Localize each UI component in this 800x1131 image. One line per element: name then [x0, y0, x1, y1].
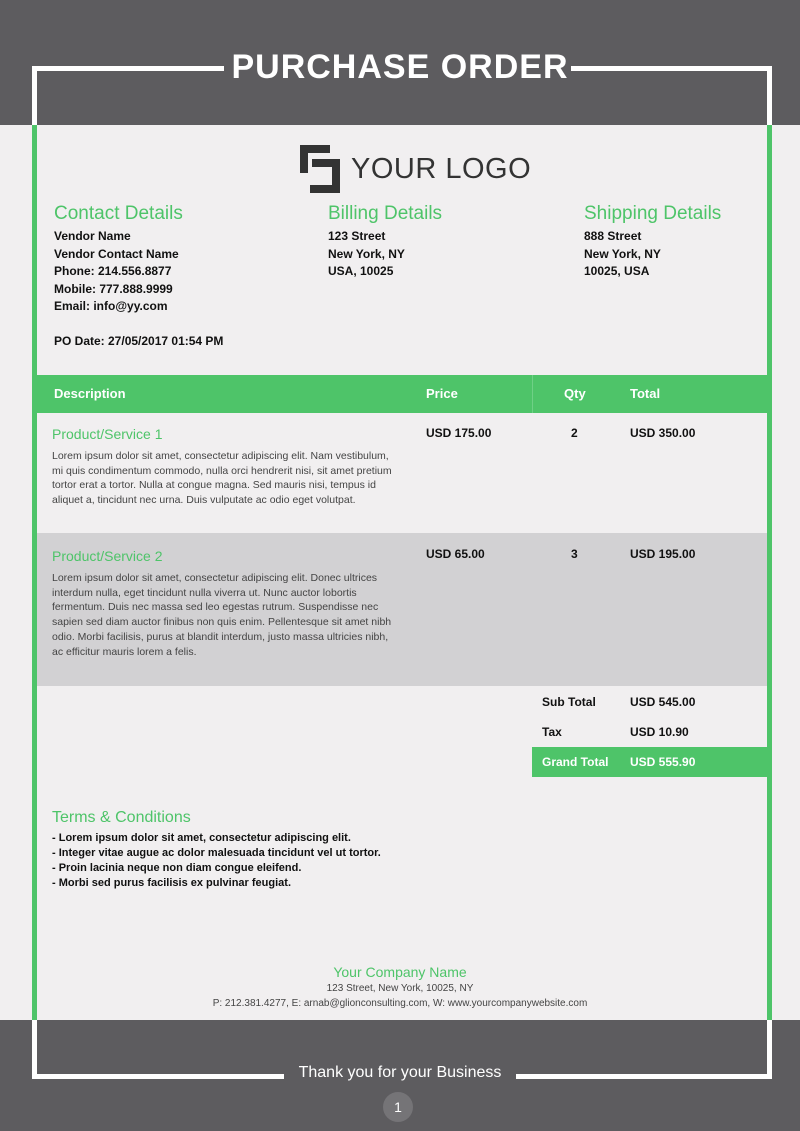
- header-total: Total: [630, 386, 661, 401]
- item-qty: 2: [571, 426, 578, 440]
- item-total: USD 350.00: [630, 426, 696, 440]
- header-description: Description: [54, 386, 126, 401]
- terms-list: [52, 831, 381, 891]
- subtotal-label: Sub Total: [542, 695, 596, 709]
- terms-item: - Morbi sed purus facilisis ex pulvinar feugiat.: [52, 877, 291, 889]
- company-logo: [298, 143, 531, 195]
- vendor-mobile: Mobile: 777.888.9999: [54, 281, 173, 296]
- grand-total-bar: [532, 747, 767, 777]
- table-row: [37, 413, 767, 533]
- logo-mark-icon: [298, 143, 342, 195]
- tax-label: Tax: [542, 725, 562, 739]
- table-header: [37, 375, 767, 413]
- grand-total-label: Grand Total: [542, 755, 609, 769]
- contact-details-title: Contact Details: [54, 203, 183, 224]
- green-rail-right: [767, 125, 772, 1020]
- terms-item: - Proin lacinia neque non diam congue eleifend.: [52, 862, 302, 874]
- footer-contact: P: 212.381.4277, E: arnab@glionconsulting.com, W: www.yourcompanywebsite.com: [212, 998, 588, 1009]
- vendor-phone: Phone: 214.556.8877: [54, 264, 172, 278]
- item-description: Lorem ipsum dolor sit amet, consectetur adipiscing elit. Nam vestibulum, mi quis condimentum commodo, nulla orci hendrerit nisi, sit amet pretium tortor erat a tortor. Nulla at congue magna. Sed mauris nisi, tempus id aliquet a, tincidunt nec urna. Duis vulputate ac odio eget volutpat.: [52, 450, 392, 507]
- shipping-line: New York, NY: [584, 246, 661, 261]
- shipping-line: 10025, USA: [584, 264, 650, 278]
- billing-line: New York, NY: [328, 246, 405, 261]
- document-title: PURCHASE ORDER: [231, 48, 569, 86]
- page-number: 1: [383, 1092, 413, 1122]
- footer-company-name: Your Company Name: [333, 964, 467, 980]
- item-total: USD 195.00: [630, 547, 696, 561]
- terms-title: Terms & Conditions: [52, 809, 191, 826]
- tax-value: USD 10.90: [630, 725, 689, 739]
- vendor-email: Email: info@yy.com: [54, 299, 168, 313]
- shipping-details: [584, 228, 661, 281]
- item-price: USD 65.00: [426, 547, 485, 561]
- billing-line: USA, 10025: [328, 264, 394, 278]
- header-divider: [532, 375, 533, 413]
- footer-address: 123 Street, New York, 10025, NY: [326, 983, 474, 994]
- contact-details: [54, 228, 179, 316]
- item-name: Product/Service 2: [52, 548, 163, 564]
- item-description: Lorem ipsum dolor sit amet, consectetur adipiscing elit. Donec ultrices interdum nulla, eget tincidunt nulla viverra ut. Nunc auctor lobortis fermentum. Duis nec massa sed leo egestas rutrum. Suspendisse nec sapien sed diam auctor finibus non quis enim. Pellentesque sit amet nibh odio. Morbi facilisis, purus at blandit interdum, justo massa ultricies nibh, ac efficitur mauris lorem a felis.: [52, 572, 392, 658]
- shipping-details-title: Shipping Details: [584, 203, 722, 224]
- billing-details-title: Billing Details: [328, 203, 443, 224]
- logo-text: YOUR LOGO: [351, 152, 532, 185]
- header-price: Price: [426, 386, 458, 401]
- vendor-contact-name: Vendor Contact Name: [54, 246, 179, 261]
- po-date: PO Date: 27/05/2017 01:54 PM: [54, 334, 224, 348]
- table-row: [37, 533, 767, 686]
- terms-item: - Integer vitae augue ac dolor malesuada tincidunt vel ut tortor.: [52, 847, 381, 859]
- item-name: Product/Service 1: [52, 426, 163, 442]
- item-price: USD 175.00: [426, 426, 492, 440]
- subtotal-value: USD 545.00: [630, 695, 696, 709]
- header-qty: Qty: [564, 386, 586, 401]
- billing-details: [328, 228, 405, 281]
- shipping-line: 888 Street: [584, 229, 642, 243]
- thank-you-message: Thank you for your Business: [298, 1064, 502, 1081]
- billing-line: 123 Street: [328, 229, 386, 243]
- terms-item: - Lorem ipsum dolor sit amet, consectetur adipiscing elit.: [52, 832, 351, 844]
- vendor-name: Vendor Name: [54, 229, 131, 243]
- grand-total-value: USD 555.90: [630, 755, 696, 769]
- item-qty: 3: [571, 547, 578, 561]
